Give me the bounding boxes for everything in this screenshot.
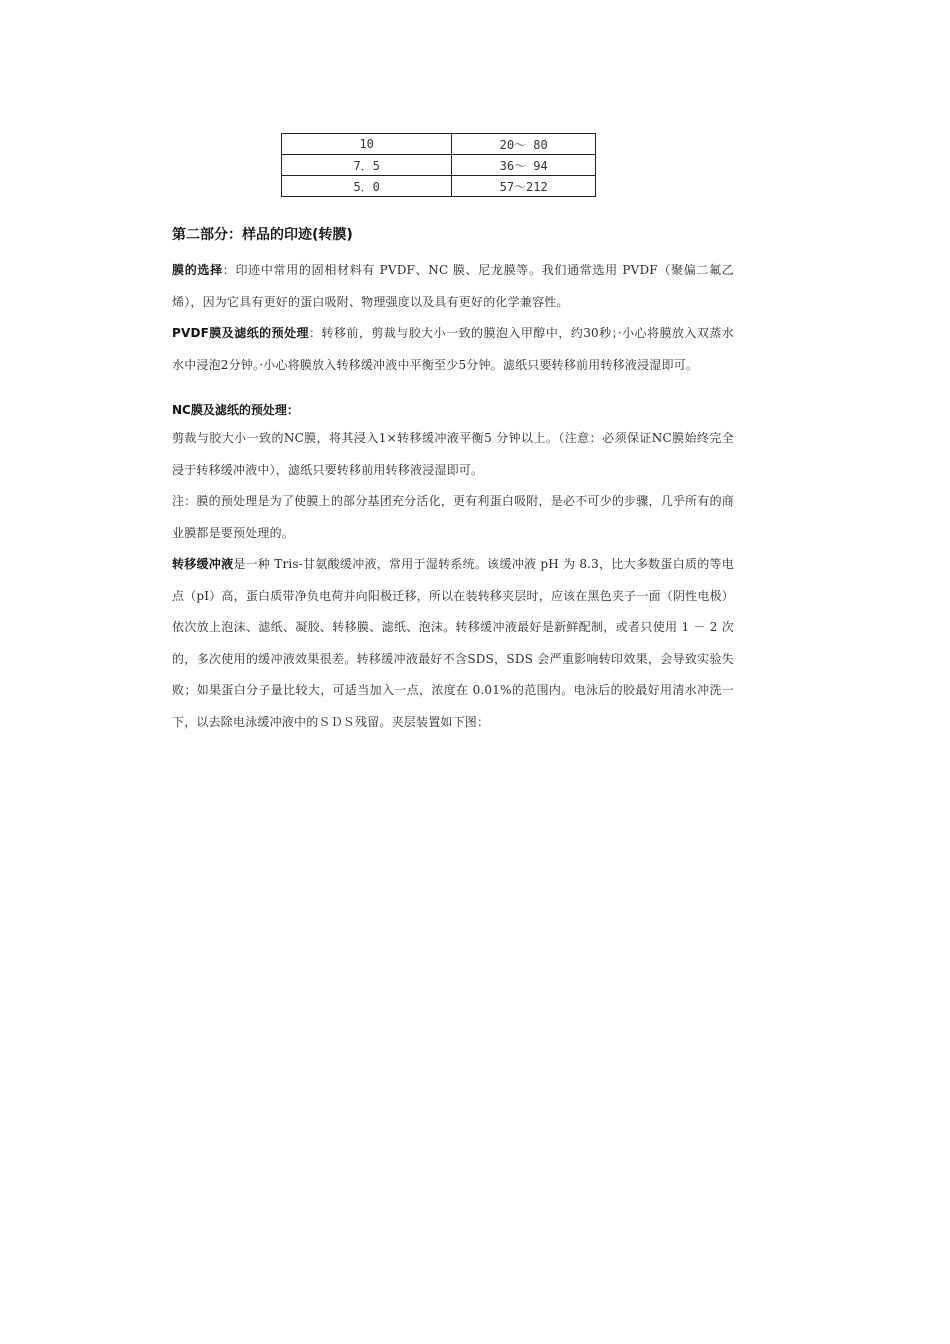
pvdf-pretreat-lead: PVDF膜及滤纸的预处理 [172, 326, 310, 340]
document-body [172, 224, 734, 738]
membrane-choice-text: ：印迹中常用的固相材料有 PVDF、NC 膜、尼龙膜等。我们通常选用 PVDF（聚偏二氟乙烯），因为它具有更好的蛋白吸附、物理强度以及具有更好的化学兼容性。 [172, 263, 734, 309]
nc-pretreat-paragraph: 剪裁与胶大小一致的NC膜，将其浸入1×转移缓冲液平衡5 分钟以上。（注意：必须保证NC膜始终完全浸于转移缓冲液中），滤纸只要转移前用转移液浸湿即可。 [172, 431, 734, 477]
gel-concentration-table [281, 133, 596, 197]
table-cell-concentration: 10 [282, 134, 452, 155]
table-row [282, 134, 596, 155]
membrane-choice-lead: 膜的选择 [172, 263, 223, 277]
table-cell-range: 36～ 94 [452, 155, 596, 176]
pvdf-pretreat-paragraph [172, 318, 734, 381]
transfer-buffer-paragraph [172, 549, 734, 738]
table-cell-concentration: 7．5 [282, 155, 452, 176]
table-cell-concentration: 5．0 [282, 176, 452, 197]
spacer [172, 381, 734, 397]
note-paragraph: 注：膜的预处理是为了使膜上的部分基团充分活化，更有利蛋白吸附，是必不可少的步骤，几乎所有的商业膜都是要预处理的。 [172, 494, 734, 540]
table-cell-range: 57～212 [452, 176, 596, 197]
section-title: 第二部分：样品的印迹(转膜) [172, 227, 353, 243]
transfer-buffer-lead: 转移缓冲液 [172, 557, 234, 571]
nc-pretreat-heading: NC膜及滤纸的预处理： [172, 403, 299, 417]
table-row [282, 155, 596, 176]
table-cell-range: 20～ 80 [452, 134, 596, 155]
membrane-choice-paragraph [172, 255, 734, 318]
table-row [282, 176, 596, 197]
pvdf-pretreat-text: ：转移前，剪裁与胶大小一致的膜泡入甲醇中，约30秒；·小心将膜放入双蒸水水中浸泡2分钟。·小心将膜放入转移缓冲液中平衡至少5分钟。滤纸只要转移前用转移液浸湿即可。 [172, 326, 734, 372]
transfer-buffer-text: 是一种 Tris-甘氨酸缓冲液，常用于湿转系统。该缓冲液 pH 为 8.3，比大多数蛋白质的等电点（pI）高，蛋白质带净负电荷并向阳极迁移，所以在装转移夹层时，应该在黑色夹子一面（阴性电极）依次放上泡沫、滤纸、凝胶、转移膜、滤纸、泡沫。转移缓冲液最好是新鲜配制，或者只使用 1 － 2 次的，多次使用的缓冲液效果很差。转移缓冲液最好不含SDS，SDS 会严重影响转印效果，会导致实验失败；如果蛋白分子量比较大，可适当加入一点，浓度在 0.01%的范围内。电泳后的胶最好用清水冲洗一下，以去除电泳缓冲液中的ＳＤＳ残留。夹层装置如下图： [172, 557, 734, 729]
